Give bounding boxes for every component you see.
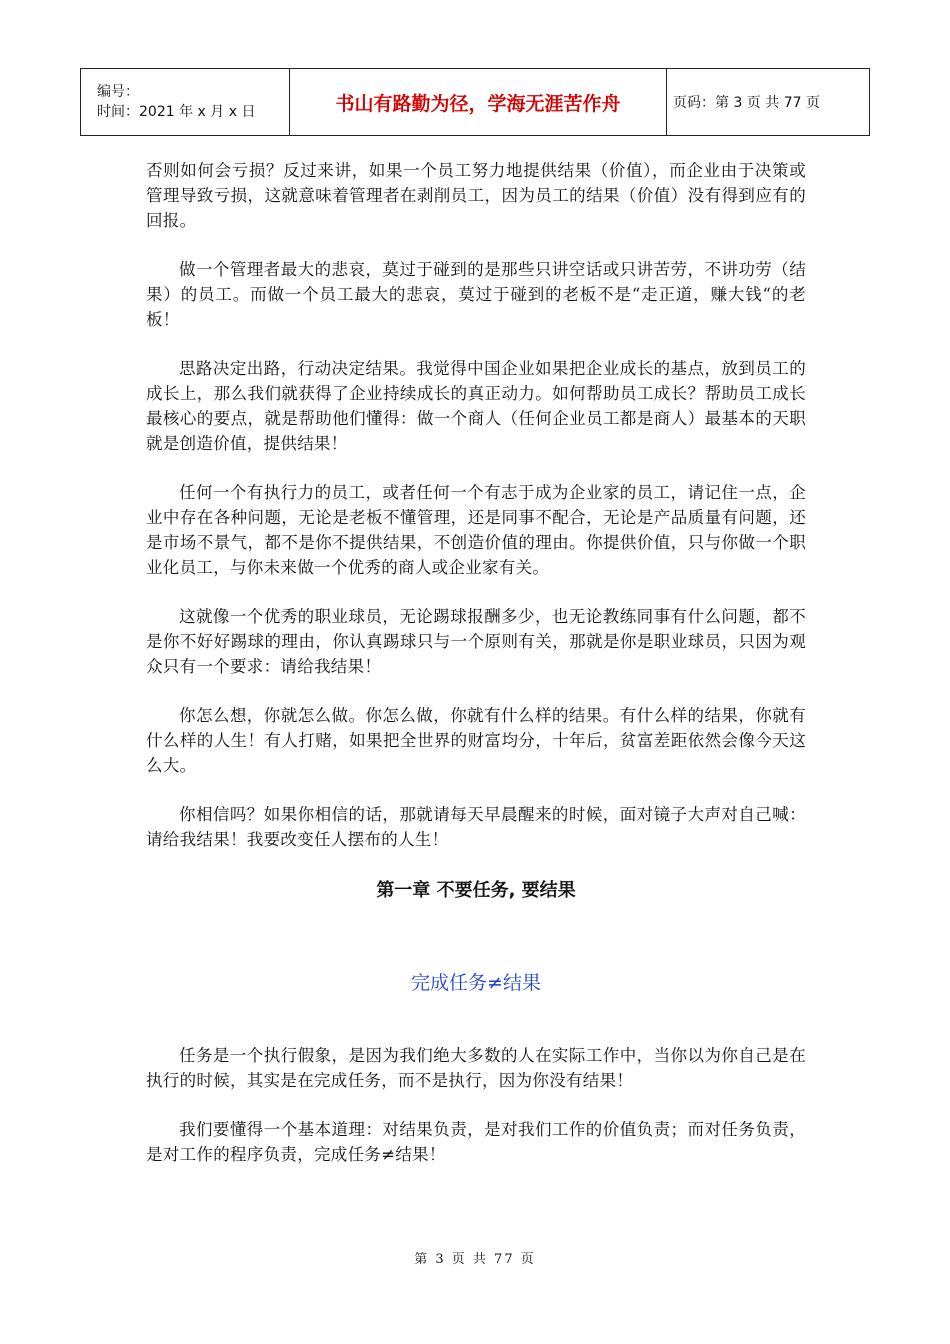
- chapter-title: 第一章 不要任务, 要结果: [376, 880, 576, 901]
- paragraph: 我们要懂得一个基本道理：对结果负责，是对我们工作的价值负责；而对任务负责，是对工作的程序负责，完成任务≠结果！: [146, 1120, 806, 1164]
- paragraph: 否则如何会亏损？反过来讲，如果一个员工努力地提供结果（价值），而企业由于决策或管理导致亏损，这就意味着管理者在剥削员工，因为员工的结果（价值）没有得到应有的回报。: [146, 161, 806, 230]
- paragraph: 任务是一个执行假象，是因为我们绝大多数的人在实际工作中，当你以为你自己是在执行的时候，其实是在完成任务，而不是执行，因为你没有结果！: [146, 1046, 806, 1090]
- document-body: [146, 158, 806, 1191]
- paragraph: 思路决定出路，行动决定结果。我觉得中国企业如果把企业成长的基点，放到员工的成长上，那么我们就获得了企业持续成长的真正动力。如何帮助员工成长？帮助员工成长最核心的要点，就是帮助他们懂得：做一个商人（任何企业员工都是商人）最基本的天职就是创造价值，提供结果！: [146, 359, 806, 453]
- page-footer: 第 3 页 共 77 页: [414, 1252, 536, 1267]
- document-number-label: 编号：: [97, 84, 139, 100]
- header-motto: 书山有路勤为径，学海无涯苦作舟: [290, 69, 667, 136]
- section-title: 完成任务≠结果: [411, 972, 541, 994]
- paragraph: 任何一个有执行力的员工，或者任何一个有志于成为企业家的员工，请记住一点，企业中存在各种问题，无论是老板不懂管理，还是同事不配合，无论是产品质量有问题，还是市场不景气，都不是你不提供结果，不创造价值的理由。你提供价值，只与你做一个职业化员工，与你未来做一个优秀的商人或企业家有关。: [146, 483, 806, 577]
- header-meta-cell: [81, 69, 290, 136]
- document-date-label: 时间：2021 年 x 月 x 日: [97, 104, 256, 120]
- page-header: [80, 68, 870, 136]
- paragraph: 你怎么想，你就怎么做。你怎么做，你就有什么样的结果。有什么样的结果，你就有什么样的人生！有人打赌，如果把全世界的财富均分，十年后，贫富差距依然会像今天这么大。: [146, 706, 806, 775]
- paragraph: 你相信吗？如果你相信的话，那就请每天早晨醒来的时候，面对镜子大声对自己喊：请给我结果！我要改变任人摆布的人生！: [146, 805, 806, 849]
- header-page-info: 页码：第 3 页 共 77 页: [667, 69, 870, 136]
- paragraph: 做一个管理者最大的悲哀，莫过于碰到的是那些只讲空话或只讲苦劳，不讲功劳（结果）的员工。而做一个员工最大的悲哀，莫过于碰到的老板不是“走正道，赚大钱“的老板！: [146, 260, 806, 329]
- paragraph: 这就像一个优秀的职业球员，无论踢球报酬多少，也无论教练同事有什么问题，都不是你不好好踢球的理由，你认真踢球只与一个原则有关，那就是你是职业球员，只因为观众只有一个要求：请给我结果！: [146, 607, 806, 676]
